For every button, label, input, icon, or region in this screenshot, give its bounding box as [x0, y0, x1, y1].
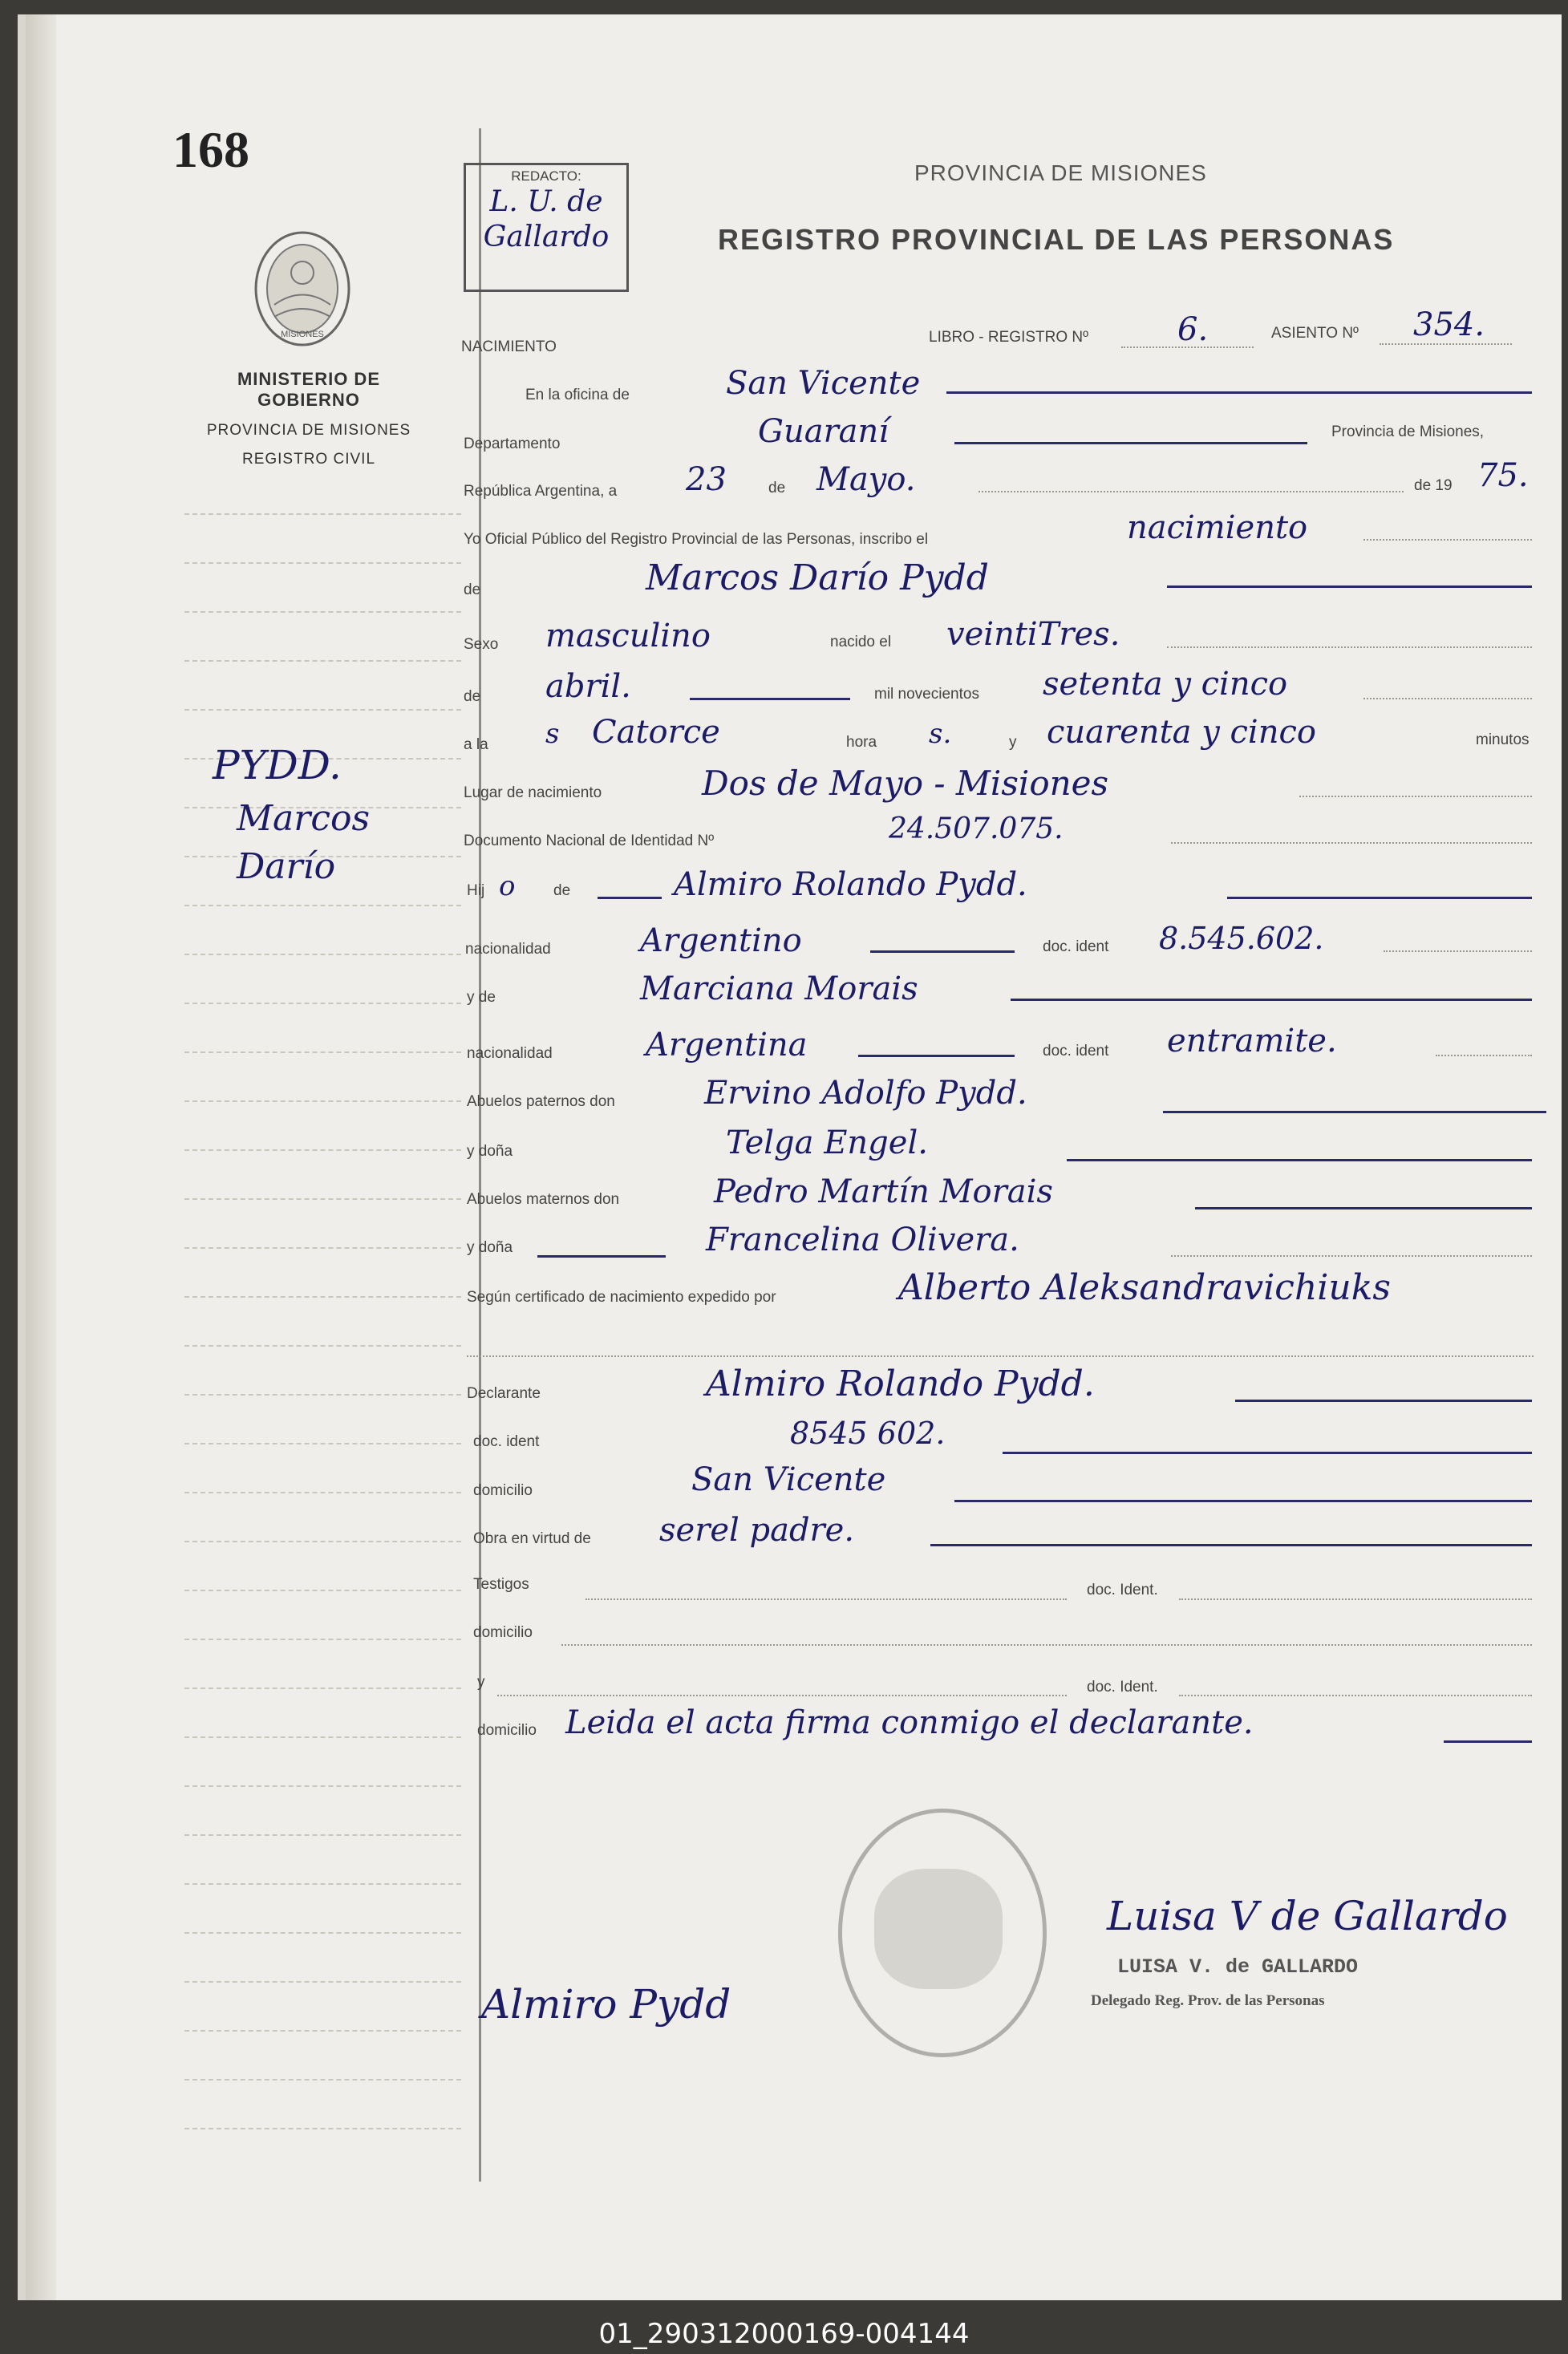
label-mil: mil novecientos [874, 686, 979, 703]
ministry-line2: PROVINCIA DE MISIONES [206, 422, 411, 439]
label-provincia: Provincia de Misiones, [1331, 423, 1485, 440]
margin-rule [184, 1198, 461, 1200]
label-domicilio: domicilio [473, 1482, 533, 1499]
value-nacionalidad-padre: Argentino [640, 922, 802, 959]
margin-rule [184, 1149, 461, 1151]
value-declarante: Almiro Rolando Pydd. [706, 1363, 1095, 1404]
signature-declarante: Almiro Pydd [481, 1981, 731, 2028]
testigo1-doc-dots [1179, 1598, 1532, 1600]
fill-stroke [1227, 897, 1532, 899]
margin-rule [184, 1688, 461, 1689]
label-sexo: Sexo [464, 636, 499, 653]
signature-oficial: Luisa V de Gallardo [1107, 1893, 1508, 1939]
margin-note-name2: Darío [237, 846, 336, 887]
label-departamento: Departamento [464, 436, 561, 452]
label-declarante: Declarante [467, 1385, 541, 1402]
margin-note-name1: Marcos [237, 798, 371, 839]
margin-rule [184, 1932, 461, 1934]
fill-stroke [1003, 1452, 1532, 1454]
label-a-la: a la [464, 736, 488, 753]
margin-rule [184, 1834, 461, 1836]
label-y-de: y de [467, 989, 496, 1006]
value-a-la-suffix: s [545, 718, 560, 750]
label-domicilio-testigo1: domicilio [473, 1624, 533, 1641]
margin-rule [184, 1736, 461, 1738]
margin-rule [184, 1639, 461, 1640]
margin-rule [184, 2030, 461, 2032]
fill-stroke [1235, 1400, 1532, 1402]
label-doc-testigo2: doc. Ident. [1087, 1679, 1158, 1696]
testigo2-doc-dots [1179, 1695, 1532, 1696]
fill-stroke [870, 950, 1015, 953]
label-oficina: En la oficina de [525, 387, 630, 403]
margin-rule [184, 1051, 461, 1053]
doc-padre-dots [1384, 950, 1532, 952]
asiento-dots [1380, 343, 1512, 345]
fill-stroke [1163, 1111, 1546, 1113]
header-title: REGISTRO PROVINCIAL DE LAS PERSONAS [718, 223, 1395, 256]
label-y-dona-paterna: y doña [467, 1143, 513, 1160]
fill-stroke [1444, 1740, 1532, 1743]
label-doc-padre: doc. ident [1043, 938, 1109, 955]
label-de2: de [464, 688, 481, 705]
stamp-title: Delegado Reg. Prov. de las Personas [1091, 1992, 1325, 2009]
page-number: 168 [172, 121, 249, 178]
fill-stroke [598, 897, 662, 899]
margin-rule [184, 954, 461, 955]
value-certificado: Alberto Aleksandravichiuks [898, 1267, 1391, 1308]
value-nacionalidad-madre: Argentina [646, 1027, 808, 1064]
value-nombre: Marcos Darío Pydd [646, 557, 989, 598]
value-doc-padre: 8.545.602. [1159, 921, 1324, 956]
margin-rule [184, 611, 461, 613]
value-libro: 6. [1177, 311, 1209, 348]
label-testigos: Testigos [473, 1576, 529, 1593]
value-minutos: cuarenta y cinco [1047, 714, 1316, 751]
fill-stroke [690, 698, 850, 700]
label-de-mes: de [768, 480, 786, 496]
lugar-dots [1299, 796, 1532, 797]
value-abuelo-materno: Pedro Martín Morais [714, 1173, 1053, 1210]
label-abuelos-maternos: Abuelos maternos don [467, 1191, 620, 1208]
dni-dots [1171, 842, 1532, 844]
fill-stroke [1167, 585, 1532, 588]
label-documento: Documento Nacional de Identidad Nº [464, 833, 715, 849]
label-horas: hora [846, 734, 877, 751]
segun-dots [467, 1355, 1534, 1357]
value-obra: serel padre. [659, 1512, 855, 1549]
abuela-materna-dots [1171, 1255, 1532, 1257]
stamp-name: LUISA V. de GALLARDO [1117, 1955, 1359, 1979]
margin-rule [184, 660, 461, 662]
ministry-block [184, 369, 433, 468]
label-minutos: minutos [1476, 731, 1530, 748]
label-segun: Según certificado de nacimiento expedido por [467, 1289, 776, 1306]
label-lugar: Lugar de nacimiento [464, 784, 602, 801]
margin-rule [184, 709, 461, 711]
value-doc-madre: entramite. [1167, 1023, 1337, 1060]
margin-rule [184, 1883, 461, 1885]
testigo2-dots [497, 1695, 1067, 1696]
label-nacionalidad-madre: nacionalidad [467, 1045, 553, 1062]
margin-rule [184, 1394, 461, 1396]
margin-rule [184, 2079, 461, 2081]
fill-stroke [954, 442, 1307, 444]
value-mes: Mayo. [816, 461, 916, 498]
redacto-box [464, 163, 629, 292]
margin-rule [184, 1003, 461, 1004]
margin-rule [184, 562, 461, 564]
label-republica: República Argentina, a [464, 483, 618, 500]
provincial-crest-icon [250, 229, 355, 357]
value-asiento: 354. [1413, 306, 1485, 343]
value-nacido-dia: veintiTres. [946, 616, 1120, 653]
label-hijo-de: de [553, 882, 571, 899]
margin-rule [184, 2128, 461, 2129]
label-nacionalidad-padre: nacionalidad [465, 941, 551, 958]
value-doc-declarante: 8545 602. [790, 1416, 946, 1451]
label-abuelos-paternos: Abuelos paternos don [467, 1093, 615, 1110]
domicilio-testigo1-dots [561, 1644, 1532, 1646]
margin-rule [184, 1345, 461, 1347]
margin-rule [184, 1492, 461, 1493]
value-abuela-materna: Francelina Olivera. [706, 1222, 1019, 1258]
value-inscribe: nacimiento [1127, 509, 1308, 546]
margin-rule [184, 1296, 461, 1298]
crest-text: MISIONES [281, 330, 324, 339]
value-padre: Almiro Rolando Pydd. [674, 866, 1027, 903]
margin-rule [184, 1785, 461, 1787]
margin-note-surname: PYDD. [213, 742, 342, 788]
value-hijo-suffix: o [499, 870, 516, 902]
doc-madre-dots [1436, 1055, 1532, 1056]
margin-rule [184, 1541, 461, 1542]
label-nacido: nacido el [830, 634, 892, 650]
margin-rule [184, 1247, 461, 1249]
value-abuela-paterna: Telga Engel. [726, 1124, 928, 1161]
mes-dots [978, 491, 1404, 492]
value-departamento: Guaraní [758, 413, 889, 450]
label-de: de [464, 581, 481, 598]
value-horas-suffix: s. [929, 718, 952, 750]
value-abuelo-paterno: Ervino Adolfo Pydd. [704, 1075, 1027, 1112]
label-asiento: ASIENTO Nº [1271, 325, 1359, 342]
anio-dots [1363, 698, 1532, 699]
image-filename: 01_290312000169-004144 [598, 2318, 970, 2350]
label-domicilio-testigo2: domicilio [477, 1722, 537, 1739]
label-doc-testigo1: doc. Ident. [1087, 1582, 1158, 1598]
seal-emblem [874, 1869, 1003, 1989]
ministry-line1: MINISTERIO DE GOBIERNO [237, 369, 380, 410]
value-oficina: San Vicente [726, 365, 921, 402]
label-doc-madre: doc. ident [1043, 1043, 1109, 1060]
label-y-dona-materna: y doña [467, 1239, 513, 1256]
label-y: y [1009, 734, 1017, 751]
value-domicilio: San Vicente [691, 1461, 886, 1498]
value-nacido-anio: setenta y cinco [1043, 666, 1288, 703]
fill-stroke [537, 1255, 666, 1258]
label-obra: Obra en virtud de [473, 1530, 591, 1547]
margin-rule [184, 1981, 461, 1983]
label-hijo: Hij [467, 882, 485, 899]
value-anio: 75. [1477, 457, 1529, 494]
value-nacido-mes: abril. [545, 668, 631, 705]
margin-rule [184, 513, 461, 515]
fill-stroke [1067, 1159, 1532, 1161]
inscribe-dots [1363, 539, 1532, 541]
value-madre: Marciana Morais [640, 970, 918, 1007]
label-yo-oficial: Yo Oficial Público del Registro Provincial de las Personas, inscribo el [464, 531, 929, 548]
value-dni: 24.507.075. [889, 812, 1064, 845]
margin-rule [184, 1443, 461, 1444]
label-nacimiento: NACIMIENTO [461, 338, 557, 355]
redacto-line1: L. U. de [489, 185, 603, 218]
value-lugar: Dos de Mayo - Misiones [702, 764, 1109, 803]
ministry-line3: REGISTRO CIVIL [241, 451, 376, 468]
fill-stroke [930, 1544, 1532, 1546]
margin-rule [184, 905, 461, 906]
redacto-line2: Gallardo [483, 221, 610, 253]
margin-rule [184, 1590, 461, 1591]
header-province: PROVINCIA DE MISIONES [914, 160, 1207, 185]
label-y-final: y [477, 1674, 485, 1691]
fill-stroke [858, 1055, 1015, 1057]
label-doc-declarante: doc. ident [473, 1433, 540, 1450]
value-dia: 23 [686, 461, 727, 498]
label-libro: LIBRO - REGISTRO Nº [929, 329, 1089, 346]
book-binding [26, 14, 56, 2300]
fill-stroke [1195, 1207, 1532, 1209]
redacto-label: REDACTO: [511, 168, 581, 184]
nacido-dots [1167, 646, 1532, 648]
value-sexo: masculino [545, 618, 711, 654]
fill-stroke [946, 391, 1532, 394]
margin-rule [184, 1100, 461, 1102]
value-cierre: Leida el acta firma conmigo el declarante. [565, 1704, 1254, 1741]
label-de-anio: de 19 [1414, 477, 1453, 494]
testigos-dots [585, 1598, 1067, 1600]
value-hora: Catorce [592, 714, 720, 751]
fill-stroke [954, 1500, 1532, 1502]
fill-stroke [1011, 999, 1532, 1001]
